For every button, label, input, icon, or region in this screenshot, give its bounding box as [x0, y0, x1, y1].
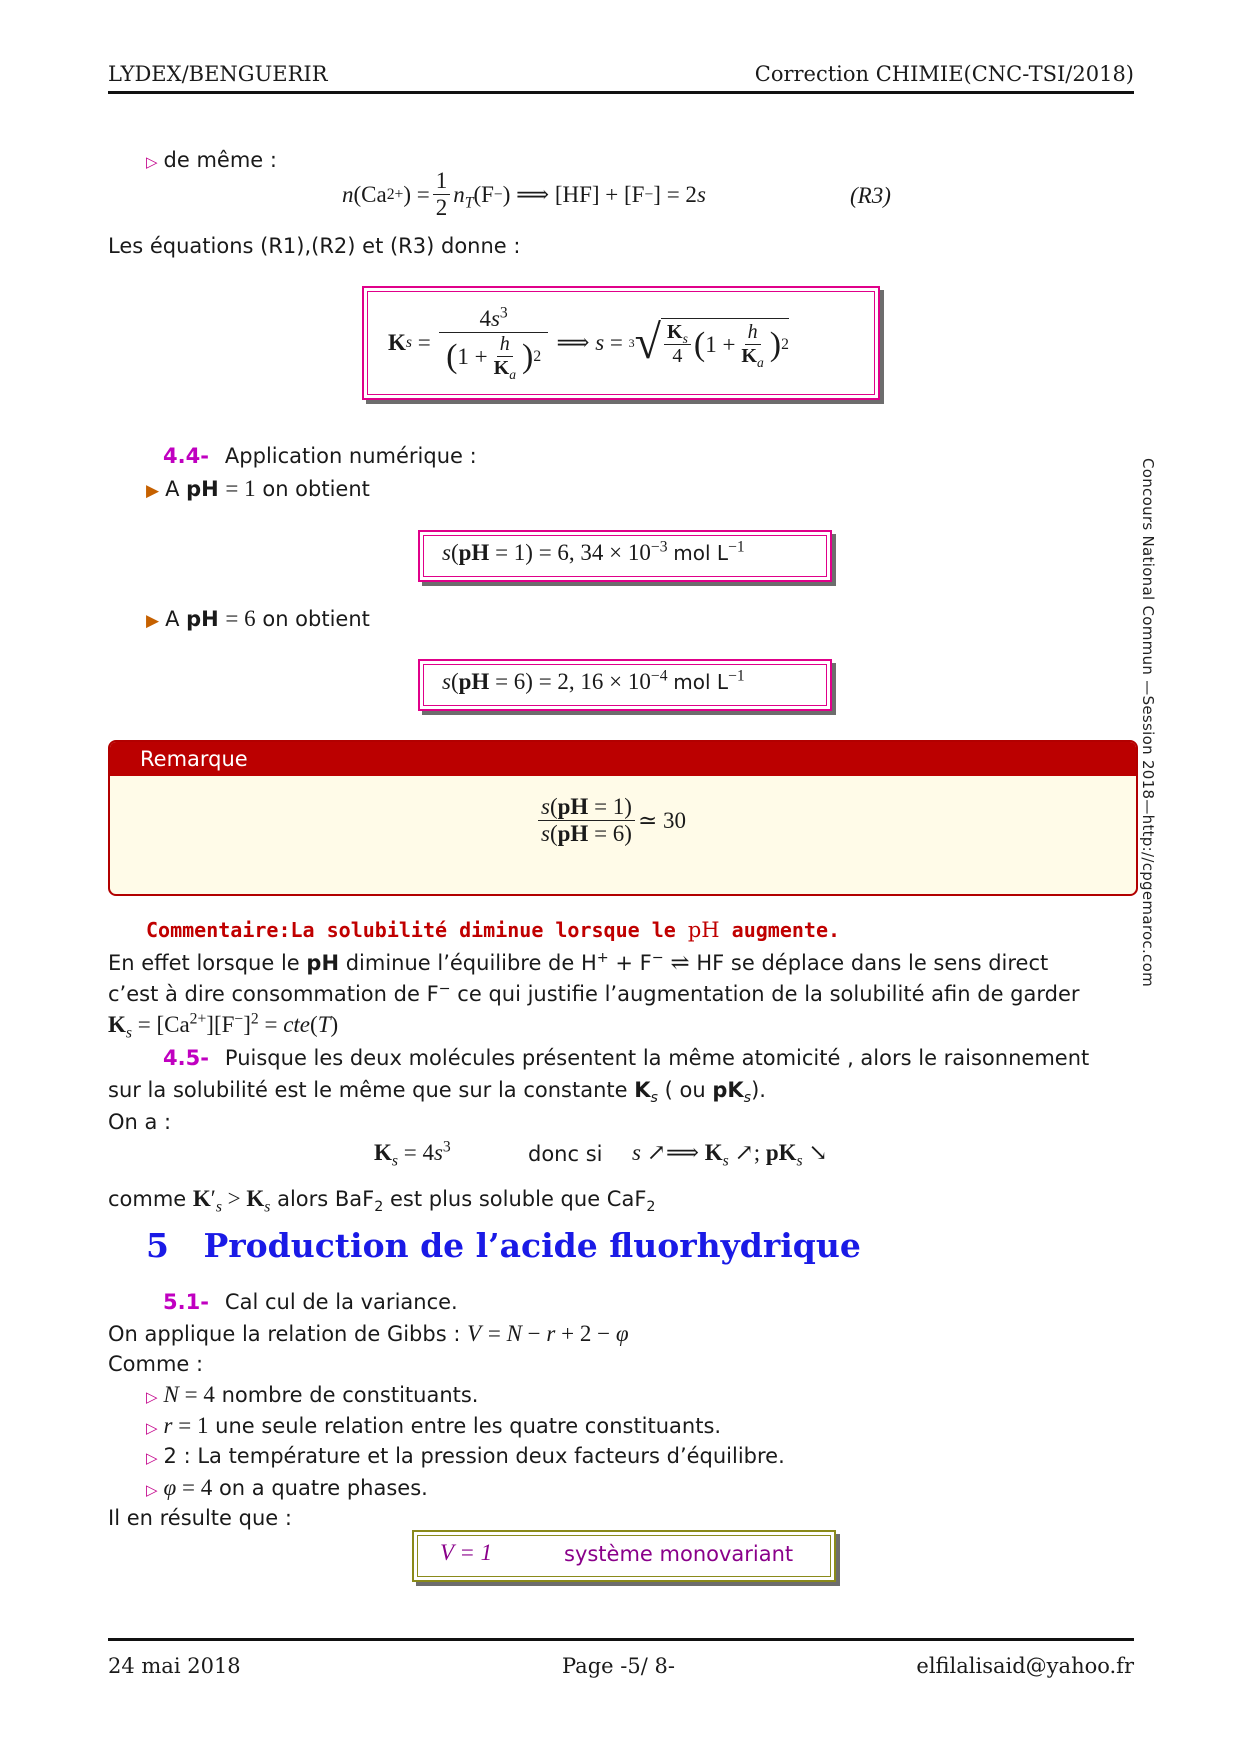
open-triangle-icon: ▷ — [146, 153, 158, 171]
comme-line-a: alors BaF — [277, 1187, 375, 1211]
open-triangle-icon: ▷ — [146, 1419, 158, 1437]
filled-triangle-icon: ▶ — [146, 611, 160, 631]
commentaire-end: augmente. — [731, 918, 841, 942]
equation-r3-tag: (R3) — [850, 183, 891, 208]
open-triangle-icon: ▷ — [146, 1388, 158, 1406]
ph6-text: on obtient — [262, 607, 370, 631]
header-rule — [108, 91, 1134, 94]
effet-line-1b: diminue l’équilibre de H — [345, 951, 597, 975]
ph6-result-exp: −4 — [650, 667, 668, 685]
remark-title: Remarque — [110, 742, 1136, 776]
variance-item-3 — [146, 1444, 785, 1468]
ph6-result-box — [418, 659, 832, 711]
section-5-1-number: 5.1- — [163, 1290, 209, 1314]
section-5-1-heading — [163, 1290, 458, 1314]
il-en-resulte-text: Il en résulte que : — [108, 1506, 292, 1530]
ks-formula: K s = $4s^3$ ( 1 + $\frac{h}{K_a}$ ) 2 ⟹ s = 3 √ $\frac{K_s}{4}$ ( 1 + $\frac{h}{K_a}$ ) 2 — [388, 304, 789, 383]
variance-item-2: ▷ r = 1 une seule relation entre les quatre constituants. — [146, 1413, 722, 1438]
ph6-result: s(pH = 6) = 2, $16 \times 10^{-4}$ mol $L^{-1}$ — [442, 667, 745, 694]
effet-line-1c: HF se déplace dans le sens direct — [696, 951, 1049, 975]
section-5-1-title: Cal cul de la variance. — [224, 1290, 458, 1314]
ks-4s3-formula: $K_s = 4s^3$ — [374, 1138, 451, 1170]
variance-result-box — [412, 1530, 836, 1582]
footer-rule — [108, 1638, 1134, 1641]
variance-label: système monovariant — [564, 1542, 794, 1566]
section-5-heading — [146, 1226, 861, 1265]
variance-item-1: ▷ N = 4 nombre de constituants. — [146, 1382, 479, 1407]
ph6-unit: mol L — [673, 670, 729, 694]
bullet-de-meme — [146, 148, 277, 172]
section-4-5-text-2: sur la solubilité est le même que sur la constante — [108, 1078, 628, 1102]
ph1-unit: mol L — [673, 541, 729, 565]
comme-ks-line: comme $K'_s > K_s$ alors BaF$_2$ est plus soluble que CaF$_2$ — [108, 1186, 656, 1216]
item-3-text: 2 : La température et la pression deux facteurs d’équilibre. — [163, 1444, 785, 1468]
remark-formula: $\frac{s(pH = 1)}{s(pH = 6)}$ ≃ 30 — [535, 794, 686, 848]
ph1-result-value: 6, 34 × 10 — [557, 540, 651, 565]
comme-label: Comme : — [108, 1352, 204, 1376]
footer-email: elfilalisaid@yahoo.fr — [916, 1654, 1134, 1678]
de-meme-label: de même : — [163, 148, 277, 172]
donc-si-formula: s ↗⟹ $K_s$ ↗; $pK_s$ ↘ — [632, 1140, 828, 1170]
variance-item-4: ▷ φ = 4 on a quatre phases. — [146, 1475, 428, 1500]
ph1-result-box — [418, 530, 832, 582]
effet-line-2a: c’est à dire consommation de F — [108, 982, 439, 1006]
gibbs-text: On applique la relation de Gibbs : — [108, 1322, 461, 1346]
footer-date: 24 mai 2018 — [108, 1654, 241, 1678]
ph1-result-exp: −3 — [650, 538, 668, 556]
section-4-4-number: 4.4- — [163, 444, 209, 468]
ph1-result: s(pH = 1) = 6, $34 \times 10^{-3}$ mol $L^{-1}$ — [442, 538, 745, 565]
effet-line-2b: ce qui justifie l’augmentation de la solubilité afin de garder — [457, 982, 1080, 1006]
section-4-4-heading — [163, 444, 477, 468]
section-4-5-text: Puisque les deux molécules présentent la même atomicité , alors le raisonnement — [224, 1046, 1090, 1070]
effet-line-1: En effet lorsque le pH diminue l’équilibre de H+ + F− ⇌ HF se déplace dans le sens direct — [108, 950, 1049, 975]
donc-si-text: donc si — [528, 1142, 603, 1166]
bullet-ph1: ▶ A pH = 1 on obtient — [146, 476, 370, 501]
effet-line-2: c’est à dire consommation de F− ce qui justifie l’augmentation de la solubilité afin de garder — [108, 981, 1080, 1006]
section-5-number: 5 — [146, 1226, 169, 1265]
section-4-5-number: 4.5- — [163, 1046, 209, 1070]
ks-cte-formula: $K_s = [Ca^{2+}][F^-]^2 = cte(T)$ — [108, 1010, 339, 1042]
ph1-text: on obtient — [262, 477, 370, 501]
section-5-title: Production de l’acide fluorhydrique — [203, 1226, 861, 1265]
filled-triangle-icon: ▶ — [146, 481, 160, 501]
bullet-ph6: ▶ A pH = 6 on obtient — [146, 606, 370, 631]
les-equations-text: Les équations (R1),(R2) et (R3) donne : — [108, 234, 521, 258]
variance-result: V = 1 — [440, 1540, 493, 1565]
ph6-unit-exp: −1 — [728, 667, 745, 685]
section-4-5-line-1 — [163, 1046, 1089, 1070]
section-4-5-line-2: sur la solubilité est le même que sur la constante $K_s$ ( ou $pK_s$). — [108, 1078, 766, 1107]
ks-formula-box — [362, 286, 880, 400]
effet-line-1a: En effet lorsque le — [108, 951, 300, 975]
header-left: LYDEX/BENGUERIR — [108, 62, 328, 86]
item-2-text: une seule relation entre les quatre constituants. — [215, 1414, 722, 1438]
equation-r3: n (Ca 2+ ) = $\frac{1}{2}$ $n_T$ (F − ) ⟹ [HF] + [F − ] = 2 s — [342, 168, 706, 221]
ph1-unit-exp: −1 — [728, 538, 745, 556]
commentaire-line: Commentaire:La solubilité diminue lorsque le pH augmente. — [146, 918, 841, 942]
open-triangle-icon: ▷ — [146, 1481, 158, 1499]
commentaire-text: Commentaire:La solubilité diminue lorsque le — [146, 918, 676, 942]
ph6-result-value: 2, 16 × 10 — [557, 669, 651, 694]
on-a-text: On a : — [108, 1110, 172, 1134]
item-4-text: on a quatre phases. — [218, 1476, 428, 1500]
gibbs-line: On applique la relation de Gibbs : V = N − r + 2 − φ — [108, 1321, 629, 1346]
open-triangle-icon: ▷ — [146, 1449, 158, 1467]
item-1-text: nombre de constituants. — [221, 1383, 479, 1407]
side-watermark-text: Concours National Commun —Session 2018—http://cpgemaroc.com — [1139, 458, 1157, 987]
remark-box — [108, 740, 1138, 896]
header-right: Correction CHIMIE(CNC-TSI/2018) — [754, 62, 1134, 86]
comme-line-b: est plus soluble que CaF — [390, 1187, 647, 1211]
footer-page: Page -5/ 8- — [562, 1654, 675, 1678]
section-4-4-title: Application numérique : — [224, 444, 477, 468]
remark-result: ≃ 30 — [637, 807, 686, 833]
